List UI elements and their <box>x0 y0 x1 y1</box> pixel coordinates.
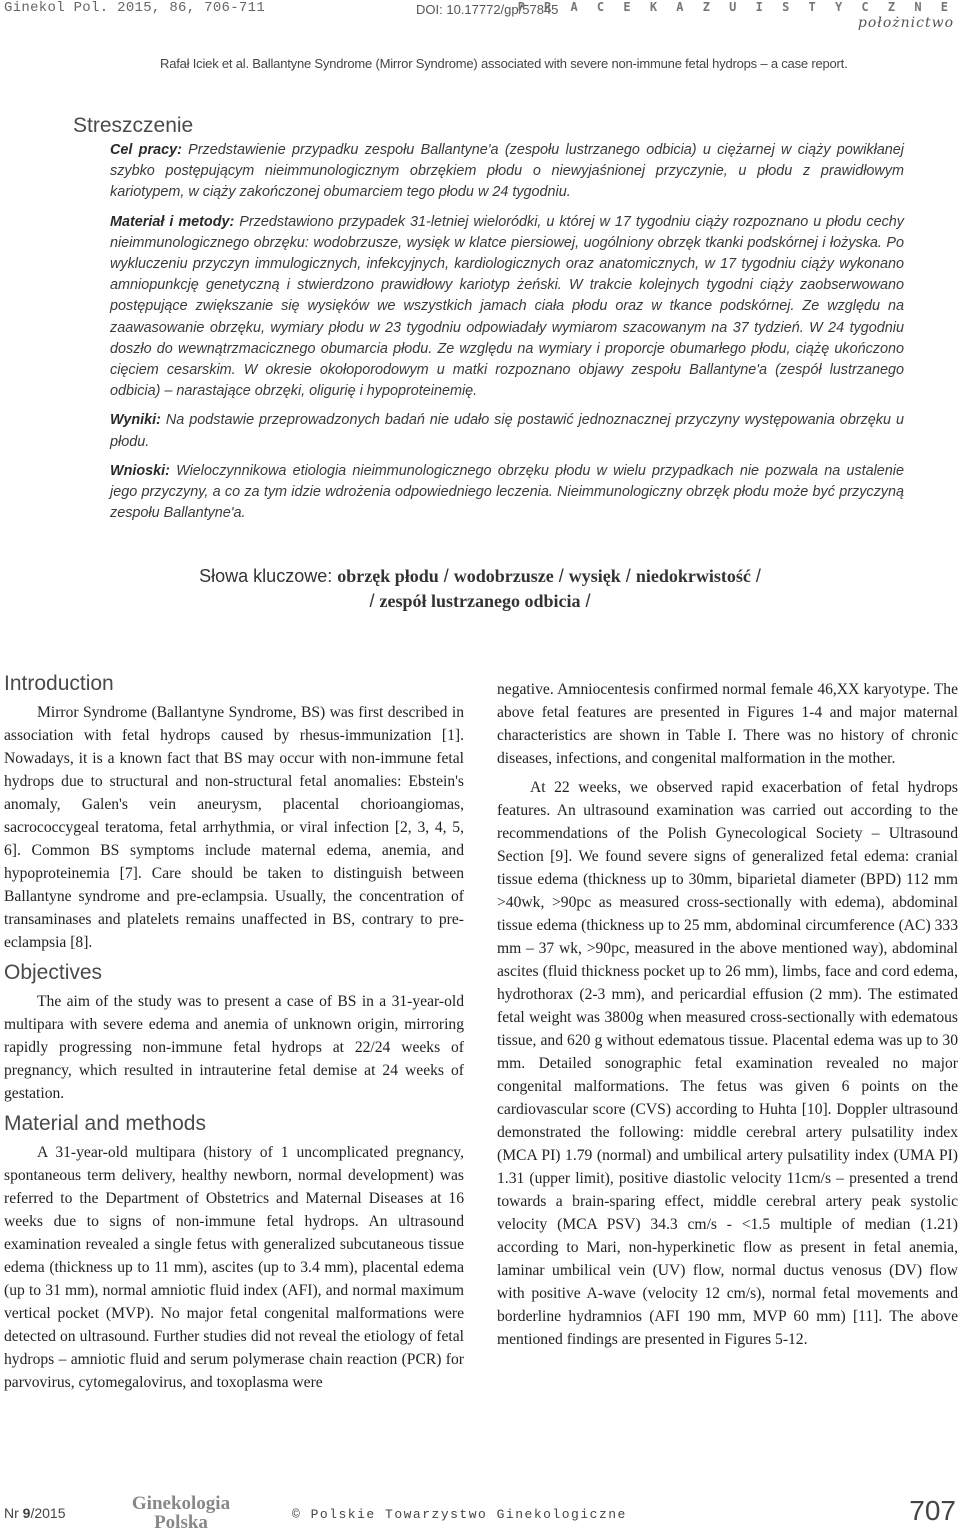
findings-paragraph: At 22 weeks, we observed rapid exacerbation of fetal hydrops features. An ultrasound examination was carried out according to the recommendations of the Polish Gynecological Society – Ultrasound Section [9]. We found severe signs of generalized fetal edema: cranial tissue edema (thickness up to 30mm, biparietal diameter (BPD) 112 mm >40wk, >90pc as measured cross-sectionally with edema), abdominal tissue edema (thickness up to 25 mm, abdominal circumference (AC) 333 mm – 37 wk, >90pc, measured in the above mentioned way), abdominal ascites (fluid thickness pocket up to 26 mm), limbs, face and cord edema, hydrothorax (2-3 mm), and pericardial effusion (2 mm). The estimated fetal weight was 3800g when measured cross-sectionally with edematous tissue, and 620 g without edematous tissue. Placental edema was up to 30 mm. Detailed sonographic fetal examination revealed no major congenital malformations. The fetus was given 6 points on the cardiovascular score (CVS) according to Huhta [10]. Doppler ultrasound demonstrated the following: middle cerebral artery pulsatility index (MCA PI) 1.79 (normal) and umbilical artery pulsatility index (UMA PI) 1.31 (upper limit), positive diastolic velocity 11cm/s – presented a trend towards a brain-sparing effect, middle cerebral artery peak systolic velocity (MCA PSV) 34.3 cm/s - <1.5 multiple of median (1.21) according to Mari, non-hyperkinetic flow as present in fetal anemia, laminar umbilical vein (UV) flow, normal ductus venosus (DV) flow with positive A-wave (velocity 12 cm/s), normal fetal movements and borderline hydramnios (AFI 190 mm, MVP 60 mm) [11]. The above mentioned findings are presented in Figures 5-12. <box>497 779 958 1348</box>
keywords-label: Słowa kluczowe: <box>199 566 338 586</box>
objectives-paragraph: The aim of the study was to present a case of BS in a 31-year-old multipara with severe edema and anemia of unknown origin, mirroring rapidly progressing non-immune fetal hydrops at 22/24 weeks of pregnancy, which resulted in intrauterine fetal demise at 24 weeks of gestation. <box>4 993 464 1102</box>
body-right-column <box>497 678 958 1357</box>
abstract-results <box>110 410 904 452</box>
abstract <box>110 140 904 532</box>
introduction-heading: Introduction <box>4 672 114 695</box>
aim-label: Cel pracy: <box>110 142 182 158</box>
abstract-conclusions <box>110 461 904 525</box>
methods-label: Materiał i metody: <box>110 213 235 230</box>
objectives-heading: Objectives <box>4 961 103 984</box>
methods-heading: Material and methods <box>4 1112 206 1135</box>
keyword-sep: / <box>620 566 636 586</box>
results-label: Wyniki: <box>110 412 161 429</box>
logo-line-1: Ginekologia <box>131 1493 231 1514</box>
keyword-3: wysięk <box>568 566 621 586</box>
keyword-1: obrzęk płodu <box>337 566 439 586</box>
doi[interactable]: DOI: 10.17772/gp/57845 <box>416 2 559 17</box>
issue-label: Nr <box>4 1505 23 1521</box>
keywords <box>0 564 960 614</box>
journal-logo <box>120 1494 242 1532</box>
page-number: 707 <box>909 1495 956 1526</box>
logo-line-2: Polska <box>154 1512 208 1533</box>
results-text: Na podstawie przeprowadzonych badań nie udało się postawić jednoznacznej przyczyny występowania obrzęku u płodu. <box>110 412 904 450</box>
header-right <box>518 0 954 31</box>
keyword-sep: / <box>369 591 380 611</box>
abstract-methods <box>110 212 904 403</box>
article-type: P R A C E K A Z U I S T Y C Z N E <box>517 0 954 14</box>
issue-value: 9 <box>22 1505 31 1521</box>
running-head: Rafał Iciek et al. Ballantyne Syndrome (Mirror Syndrome) associated with severe non-immune fetal hydrops – a case report. <box>160 56 848 71</box>
body-left-column <box>4 671 464 1400</box>
conclusions-text: Wieloczynnikowa etiologia nieimmunologicznego obrzęku płodu w wielu przypadkach nie pozwala na ustalenie jego przyczyny, a co za tym idzie wdrożenia odpowiedniego leczenia. Nieimmunologiczny obrzęk płodu może być przyczyną zespołu Ballantyne'a. <box>110 462 904 522</box>
methods-text: Przedstawiono przypadek 31-letniej wieloródki, u której w 17 tygodniu ciąży rozpoznano u płodu cechy nieimmunologicznego obrzęku: wodobrzusze, wysięk w klatce piersiowej, uogólniony obrzęk tkanki podskórnej i łożyska. Po wykluczeniu przyczyn immulogicznych, infekcyjnych, kardiologicznych oraz anatomicznych, w 17 tygodniu ciąży wykonano amniopunkcję genetyczną i stwierdzono prawidłowy kariotyp żeński. W trakcie kolejnych tygodni ciąży zaobserwowano postępujące zwiększanie się wysięków we wszystkich jamach ciała płodu oraz w tkance podskórnej. Ze względu na zaawasowanie obrzęku, wymiary płodu w 23 tygodniu odpowiadały wymiarom szacowanym na 37 tydzień. W 24 tygodniu doszło do wewnątrzmacicznego obumarcia płodu. Ze względu na wymiary i proporcje obumarłego płodu, ciążę ukończono cięciem cesarskim. W okresie okołoporodowym u matki rozpoznano objawy zespołu Ballantyne'a (zespół lustrzanego odbicia) – narastające obrzęki, oligurię i hypoproteinemię. <box>110 213 904 400</box>
keyword-sep: / <box>438 566 454 586</box>
keyword-4: niedokrwistość <box>635 566 751 586</box>
issue-year: /2015 <box>30 1505 66 1521</box>
abstract-aim <box>110 140 904 204</box>
keyword-sep: / <box>553 566 569 586</box>
copyright: © Polskie Towarzystwo Ginekologiczne <box>292 1507 627 1522</box>
keyword-sep: / <box>580 591 591 611</box>
abstract-title: Streszczenie <box>73 114 194 137</box>
introduction-paragraph: Mirror Syndrome (Ballantyne Syndrome, BS) was first described in association with fetal hydrops caused by rhesus-immunization [1]. Nowadays, it is a known fact that BS may occur with non-immune fetal hydrops due to structural and non-structural fetal anomalies: Ebstein's anomaly, Galen's vein aneurysm, placental chorioangiomas, sacrococcygeal teratoma, fetal arrhythmia, or viral infection [2, 3, 4, 5, 6]. Common BS symptoms include maternal edema, anemia, and hypoproteinemia [7]. Care should be taken to distinguish between Ballantyne syndrome and pre-eclampsia. Usually, the concentration of transaminases and platelets remains unaffected in BS, contrary to pre-eclampsia [8]. <box>4 704 464 951</box>
conclusions-label: Wnioski: <box>110 462 170 479</box>
aim-text: Przedstawienie przypadku zespołu Ballantyne'a (zespołu lustrzanego odbicia) u ciężarnej w ciąży powikłanej szybko postępującym nieimmunologicznym obrzękiem płodu o niewyjaśnionej przyczynie, u płodu z prawidłowym kariotypem, w ciąży zakończonej obumarciem tego płodu w 24 tygodniu. <box>110 142 904 201</box>
methods-paragraph: A 31-year-old multipara (history of 1 uncomplicated pregnancy, spontaneous term delivery, healthy newborn, normal development) was referred to the Department of Obstetrics and Maternal Diseases at 16 weeks due to signs of non-immune fetal hydrops. An ultrasound examination revealed a single fetus with generalized subcutaneous tissue edema (thickness up to 11 mm), ascites (up to 3.4 mm), placental edema (up to 31 mm), normal amniotic fluid index (AFI), and normal maximum vertical pocket (MVP). No major fetal congenital malformations were detected on ultrasound. Further studies did not reveal the etiology of fetal hydrops – amniotic fluid and serum polymerase chain reaction (PCR) for parvovirus, cytomegalovirus, and toxoplasma were <box>4 1144 464 1391</box>
keyword-sep: / <box>750 566 761 586</box>
keyword-5: zespół lustrzanego odbicia <box>379 591 581 611</box>
keyword-2: wodobrzusze <box>453 566 554 586</box>
issue-number <box>4 1505 66 1521</box>
journal-citation: Ginekol Pol. 2015, 86, 706-711 <box>4 0 266 16</box>
methods-continuation: negative. Amniocentesis confirmed normal female 46,XX karyotype. The above fetal features are presented in Figures 1-4 and major maternal characteristics are shown in Table I. There was no history of chronic diseases, infections, and congenital malformation in the mother. <box>497 681 958 767</box>
section-name: położnictwo <box>857 15 954 31</box>
